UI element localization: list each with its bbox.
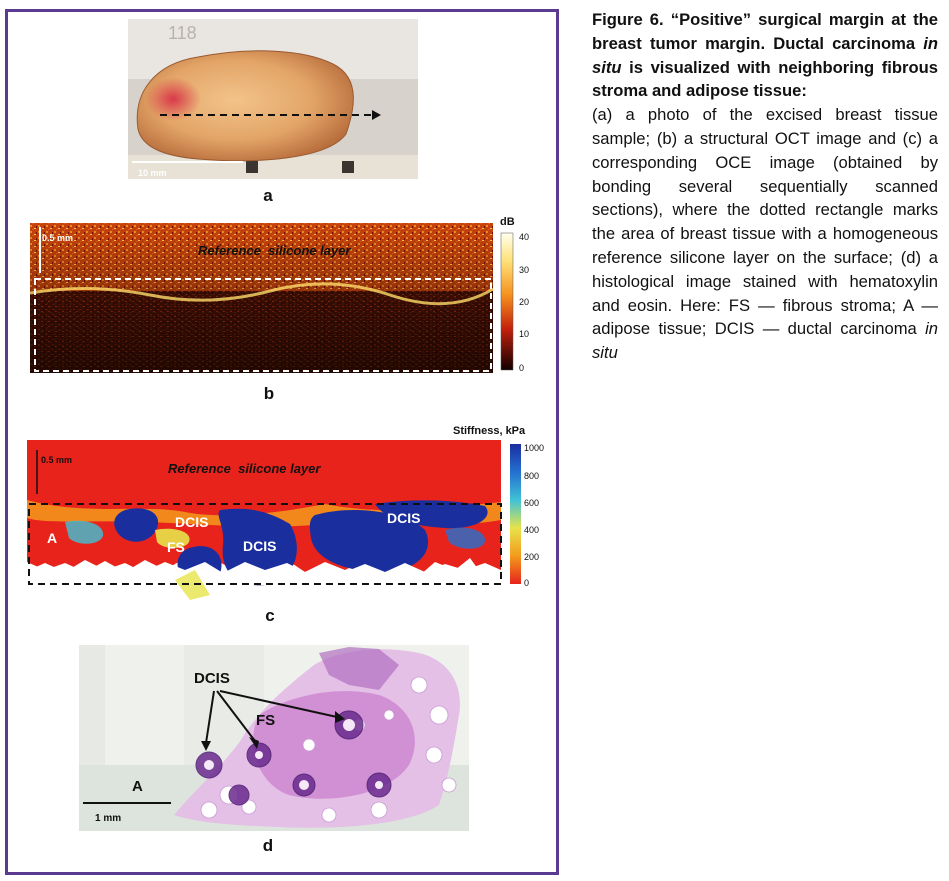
panel-d-histology [79, 645, 469, 831]
oce-region-DCIS-3: DCIS [387, 510, 421, 526]
figure-caption [592, 8, 938, 365]
histology-A-label: A [132, 778, 143, 795]
oce-region-DCIS-2: DCIS [243, 538, 277, 554]
db-tick: 30 [519, 265, 530, 275]
panel-label-b: b [263, 384, 275, 403]
kpa-tick: 200 [524, 552, 540, 562]
oce-colorbar-title: Stiffness, kPa [453, 425, 526, 437]
panel-label-a: a [263, 186, 273, 205]
kpa-tick: 600 [524, 498, 540, 508]
histology-DCIS-label: DCIS [194, 670, 230, 687]
oct-colorbar-title: dB [500, 216, 515, 228]
panel-a-photo [128, 19, 418, 179]
kpa-tick: 800 [524, 471, 540, 481]
kpa-tick: 0 [524, 578, 530, 588]
oce-scale-label: 0.5 mm [41, 455, 73, 465]
oce-region-DCIS-1: DCIS [175, 514, 209, 530]
panel-label-c: c [265, 606, 275, 625]
panel-c-oce [25, 420, 560, 605]
kpa-tick: 400 [524, 525, 540, 535]
photo-handwriting: 118 [168, 23, 197, 43]
panel-label-d: d [262, 836, 274, 855]
kpa-tick: 1000 [524, 443, 545, 453]
caption-body: (a) a photo of the excised breast tissue sample; (b) a structural OCT image and (c) a corresponding OCE image (obtained by bonding several sequentially scanned sections), where the dotted rectangle marks the area of breast tissue with a homogeneous reference silicone layer on the surface; (d) a histological image stained with hematoxylin and eosin. Here: FS — fibrous stroma; A — adipose tissue; DCIS — ductal carcinoma in situ [592, 105, 938, 363]
db-tick: 0 [519, 363, 525, 373]
caption-figure-label: Figure 6. [592, 10, 664, 29]
oct-scale-label: 0.5 mm [42, 233, 74, 243]
caption-title: Figure 6. “Positive” surgical margin at the breast tumor margin. Ductal carcinoma in situ is visualized with neighboring fibrous stroma and adipose tissue: [592, 10, 938, 101]
db-tick: 10 [519, 329, 530, 339]
stiffness-colorbar [510, 444, 521, 584]
db-tick: 20 [519, 297, 530, 307]
db-tick: 40 [519, 232, 530, 242]
oct-layer-label: Reference silicone layer [198, 243, 351, 258]
oce-region-A: A [47, 530, 58, 546]
photo-scale-label: 10 mm [138, 168, 167, 178]
histology-FS-label: FS [256, 712, 276, 729]
panel-b-oct [30, 213, 560, 376]
histology-scale-label: 1 mm [95, 813, 122, 824]
db-colorbar [501, 233, 513, 370]
oce-region-FS: FS [167, 539, 185, 555]
oce-layer-label: Reference silicone layer [168, 461, 321, 476]
